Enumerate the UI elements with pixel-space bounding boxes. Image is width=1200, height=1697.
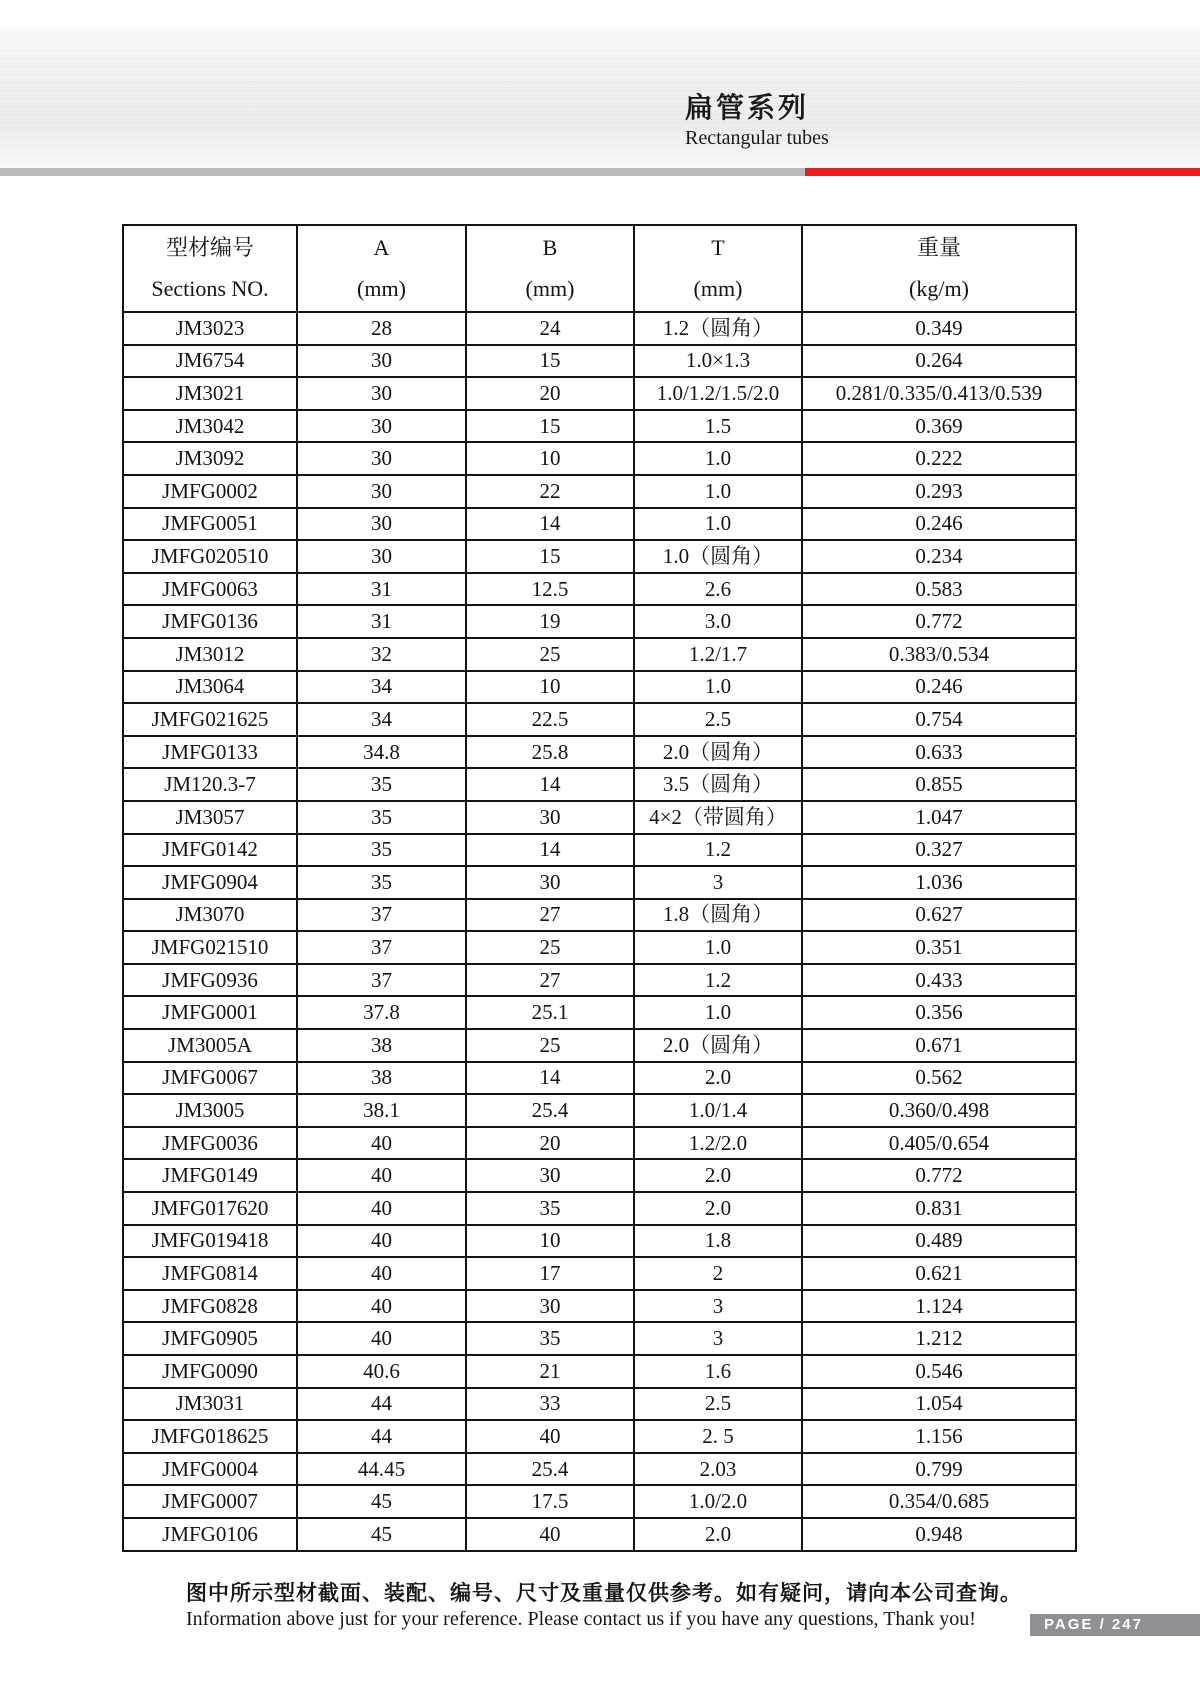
table-cell: 30 [297,345,466,378]
table-cell: 3 [634,1322,802,1355]
table-cell: 14 [466,768,634,801]
table-cell: JM3012 [123,638,297,671]
table-cell: JMFG0904 [123,866,297,899]
table-cell: 35 [297,866,466,899]
table-row [123,1127,1076,1160]
table-cell: 1.124 [802,1290,1076,1323]
table-cell: JMFG0004 [123,1453,297,1486]
footer-note-cn: 图中所示型材截面、装配、编号、尺寸及重量仅供参考。如有疑问，请向本公司查询。 [186,1581,1022,1605]
table-cell: JMFG017620 [123,1192,297,1225]
table-row [123,1225,1076,1258]
table-cell: JMFG0036 [123,1127,297,1160]
table-cell: 30 [466,1290,634,1323]
table-cell: 1.2/1.7 [634,638,802,671]
table-cell: 1.0 [634,931,802,964]
table-cell: 1.6 [634,1355,802,1388]
column-header-sections-no: 型材编号 Sections NO. [123,225,297,312]
column-header-weight: 重量 (kg/m) [802,225,1076,312]
table-row [123,1062,1076,1095]
table-cell: 1.0/2.0 [634,1485,802,1518]
table-cell: 2.0 [634,1192,802,1225]
table-cell: JMFG019418 [123,1225,297,1258]
table-cell: 25 [466,1029,634,1062]
table-row [123,377,1076,410]
table-row [123,605,1076,638]
table-cell: 14 [466,1062,634,1095]
table-row [123,1453,1076,1486]
table-cell: 2.0（圆角） [634,1029,802,1062]
table-cell: JMFG0007 [123,1485,297,1518]
table-cell: JMFG0905 [123,1322,297,1355]
table-cell: 45 [297,1485,466,1518]
table-cell: 30 [297,442,466,475]
table-cell: 40 [466,1518,634,1551]
table-cell: 15 [466,410,634,443]
table-row [123,1485,1076,1518]
table-cell: 34 [297,703,466,736]
table-cell: JM3005A [123,1029,297,1062]
table-cell: 0.671 [802,1029,1076,1062]
table-cell: 1.2 [634,964,802,997]
table-row [123,866,1076,899]
table-row [123,964,1076,997]
table-cell: 44 [297,1388,466,1421]
table-row [123,1388,1076,1421]
table-cell: 1.036 [802,866,1076,899]
table-cell: 0.383/0.534 [802,638,1076,671]
table-cell: JM120.3-7 [123,768,297,801]
table-cell: 25 [466,931,634,964]
table-cell: 3 [634,1290,802,1323]
table-cell: 38.1 [297,1094,466,1127]
table-cell: JMFG0133 [123,736,297,769]
table-header-row [123,225,1076,312]
table-cell: 10 [466,442,634,475]
table-cell: 0.621 [802,1257,1076,1290]
table-cell: JM3021 [123,377,297,410]
divider-bar-gray [0,168,805,176]
table-cell: 1.2（圆角） [634,312,802,345]
table-cell: 1.2/2.0 [634,1127,802,1160]
table-cell: 2.0 [634,1159,802,1192]
table-cell: 1.0 [634,508,802,541]
sections-table [122,224,1077,1552]
table-cell: 0.546 [802,1355,1076,1388]
table-cell: JM3070 [123,899,297,932]
page-number-badge [1030,1614,1200,1636]
table-cell: 17.5 [466,1485,634,1518]
table-cell: 30 [466,801,634,834]
table-cell: 2. 5 [634,1420,802,1453]
table-cell: JMFG0828 [123,1290,297,1323]
table-cell: 25.8 [466,736,634,769]
table-cell: 34.8 [297,736,466,769]
table-cell: 0.264 [802,345,1076,378]
table-row [123,1094,1076,1127]
table-cell: 0.627 [802,899,1076,932]
table-cell: 1.5 [634,410,802,443]
table-cell: 38 [297,1062,466,1095]
table-cell: JM3057 [123,801,297,834]
table-cell: 31 [297,573,466,606]
table-cell: JMFG018625 [123,1420,297,1453]
table-cell: 30 [297,475,466,508]
table-cell: 2.6 [634,573,802,606]
table-row [123,996,1076,1029]
table-row [123,442,1076,475]
table-cell: 19 [466,605,634,638]
table-cell: 37 [297,964,466,997]
table-cell: 40.6 [297,1355,466,1388]
table-cell: JMFG020510 [123,540,297,573]
table-cell: JMFG0067 [123,1062,297,1095]
table-cell: 2.03 [634,1453,802,1486]
table-cell: 35 [466,1322,634,1355]
table-row [123,671,1076,704]
page-number-text: PAGE / 247 [1044,1616,1143,1633]
table-cell: 0.369 [802,410,1076,443]
table-cell: 20 [466,1127,634,1160]
table-cell: JMFG0814 [123,1257,297,1290]
table-cell: 17 [466,1257,634,1290]
table-cell: 3.5（圆角） [634,768,802,801]
table-cell: 2.0 [634,1518,802,1551]
table-cell: 2.0（圆角） [634,736,802,769]
table-cell: 22 [466,475,634,508]
table-cell: 38 [297,1029,466,1062]
page-subtitle: Rectangular tubes [685,127,829,149]
table-row [123,931,1076,964]
footer-notes [186,1580,1022,1631]
table-cell: 28 [297,312,466,345]
table-cell: 35 [297,834,466,867]
table-cell: 10 [466,1225,634,1258]
table-cell: 1.0/1.2/1.5/2.0 [634,377,802,410]
header-stripe-background [0,28,1200,168]
table-cell: 27 [466,899,634,932]
table-row [123,1290,1076,1323]
table-cell: 1.0 [634,996,802,1029]
table-cell: 33 [466,1388,634,1421]
table-cell: 44.45 [297,1453,466,1486]
table-cell: JMFG0063 [123,573,297,606]
table-cell: 0.583 [802,573,1076,606]
table-cell: 15 [466,345,634,378]
table-cell: 0.405/0.654 [802,1127,1076,1160]
table-row [123,768,1076,801]
table-cell: 37.8 [297,996,466,1029]
table-cell: JMFG0051 [123,508,297,541]
table-cell: JMFG0149 [123,1159,297,1192]
page-title-block [685,94,829,149]
table-cell: 0.281/0.335/0.413/0.539 [802,377,1076,410]
table-cell: 1.0/1.4 [634,1094,802,1127]
table-cell: 1.0 [634,671,802,704]
table-cell: 25 [466,638,634,671]
table-cell: 25.4 [466,1094,634,1127]
table-cell: 30 [297,540,466,573]
table-cell: 0.356 [802,996,1076,1029]
table-cell: JMFG0936 [123,964,297,997]
table-cell: 0.360/0.498 [802,1094,1076,1127]
table-cell: JM3023 [123,312,297,345]
table-cell: 40 [466,1420,634,1453]
table-cell: JM3042 [123,410,297,443]
table-cell: 30 [466,1159,634,1192]
table-row [123,540,1076,573]
table-cell: 3 [634,866,802,899]
table-cell: 44 [297,1420,466,1453]
column-header-a-mm: A (mm) [297,225,466,312]
table-cell: JMFG021625 [123,703,297,736]
table-cell: 37 [297,931,466,964]
table-cell: JMFG0002 [123,475,297,508]
table-cell: JM3092 [123,442,297,475]
table-cell: 31 [297,605,466,638]
table-row [123,1159,1076,1192]
table-row [123,312,1076,345]
table-row [123,1192,1076,1225]
table-cell: 1.0 [634,442,802,475]
table-cell: 22.5 [466,703,634,736]
column-header-b-mm: B (mm) [466,225,634,312]
table-cell: 0.246 [802,508,1076,541]
table-row [123,899,1076,932]
table-cell: 14 [466,834,634,867]
table-cell: 0.246 [802,671,1076,704]
table-cell: JMFG0106 [123,1518,297,1551]
table-cell: 0.562 [802,1062,1076,1095]
table-cell: 40 [297,1192,466,1225]
table-cell: JM3005 [123,1094,297,1127]
table-cell: 27 [466,964,634,997]
table-cell: 1.156 [802,1420,1076,1453]
table-cell: 40 [297,1322,466,1355]
table-cell: 0.293 [802,475,1076,508]
table-cell: 30 [297,508,466,541]
table-cell: JMFG0090 [123,1355,297,1388]
table-cell: 10 [466,671,634,704]
table-cell: 12.5 [466,573,634,606]
table-cell: 30 [297,410,466,443]
table-cell: 0.855 [802,768,1076,801]
table-cell: 35 [297,801,466,834]
table-cell: 35 [466,1192,634,1225]
table-cell: 0.327 [802,834,1076,867]
table-cell: 0.234 [802,540,1076,573]
table-cell: 30 [297,377,466,410]
table-cell: 40 [297,1225,466,1258]
table-cell: 21 [466,1355,634,1388]
divider-bar-red [805,168,1200,176]
table-cell: 0.772 [802,605,1076,638]
table-cell: 0.633 [802,736,1076,769]
table-row [123,1355,1076,1388]
table-cell: 0.489 [802,1225,1076,1258]
table-cell: 24 [466,312,634,345]
table-cell: JMFG0136 [123,605,297,638]
table-row [123,703,1076,736]
table-cell: 0.948 [802,1518,1076,1551]
table-cell: JM3031 [123,1388,297,1421]
table-cell: 1.8（圆角） [634,899,802,932]
table-cell: 0.222 [802,442,1076,475]
table-row [123,1420,1076,1453]
table-cell: 4×2（带圆角） [634,801,802,834]
table-cell: 0.349 [802,312,1076,345]
table-cell: 1.8 [634,1225,802,1258]
table-cell: 0.799 [802,1453,1076,1486]
table-cell: 1.2 [634,834,802,867]
table-row [123,1029,1076,1062]
table-cell: 15 [466,540,634,573]
table-row [123,345,1076,378]
table-cell: 34 [297,671,466,704]
table-row [123,508,1076,541]
table-cell: JM6754 [123,345,297,378]
table-cell: 3.0 [634,605,802,638]
column-header-t-mm: T (mm) [634,225,802,312]
table-cell: 1.0×1.3 [634,345,802,378]
table-cell: 1.047 [802,801,1076,834]
table-cell: JMFG0001 [123,996,297,1029]
table-cell: 0.354/0.685 [802,1485,1076,1518]
table-cell: 0.351 [802,931,1076,964]
table-row [123,801,1076,834]
table-cell: 40 [297,1257,466,1290]
table-cell: 45 [297,1518,466,1551]
table-cell: 14 [466,508,634,541]
table-cell: JM3064 [123,671,297,704]
table-cell: 0.433 [802,964,1076,997]
table-cell: JMFG021510 [123,931,297,964]
table-cell: 1.0（圆角） [634,540,802,573]
table-cell: 0.754 [802,703,1076,736]
table-cell: 25.1 [466,996,634,1029]
table-cell: 30 [466,866,634,899]
table-cell: 37 [297,899,466,932]
table-row [123,573,1076,606]
table-cell: 1.054 [802,1388,1076,1421]
table-body [123,312,1076,1551]
table-cell: 2.5 [634,1388,802,1421]
table-cell: 0.831 [802,1192,1076,1225]
table-cell: 0.772 [802,1159,1076,1192]
table-cell: 40 [297,1159,466,1192]
table-row [123,475,1076,508]
table-cell: 32 [297,638,466,671]
table-cell: 35 [297,768,466,801]
table-cell: 2 [634,1257,802,1290]
table-cell: 1.212 [802,1322,1076,1355]
table-cell: 40 [297,1127,466,1160]
page-title: 扁管系列 [685,93,810,124]
table-row [123,1257,1076,1290]
table-row [123,1322,1076,1355]
table-row [123,736,1076,769]
table-row [123,638,1076,671]
table-row [123,410,1076,443]
table-cell: 2.0 [634,1062,802,1095]
table-cell: 20 [466,377,634,410]
table-row [123,1518,1076,1551]
table-cell: 1.0 [634,475,802,508]
table-cell: 25.4 [466,1453,634,1486]
table-cell: 2.5 [634,703,802,736]
table-cell: JMFG0142 [123,834,297,867]
table-cell: 40 [297,1290,466,1323]
table-row [123,834,1076,867]
footer-note-en: Information above just for your reference. Please contact us if you have any questions, Thank you! [186,1608,976,1630]
